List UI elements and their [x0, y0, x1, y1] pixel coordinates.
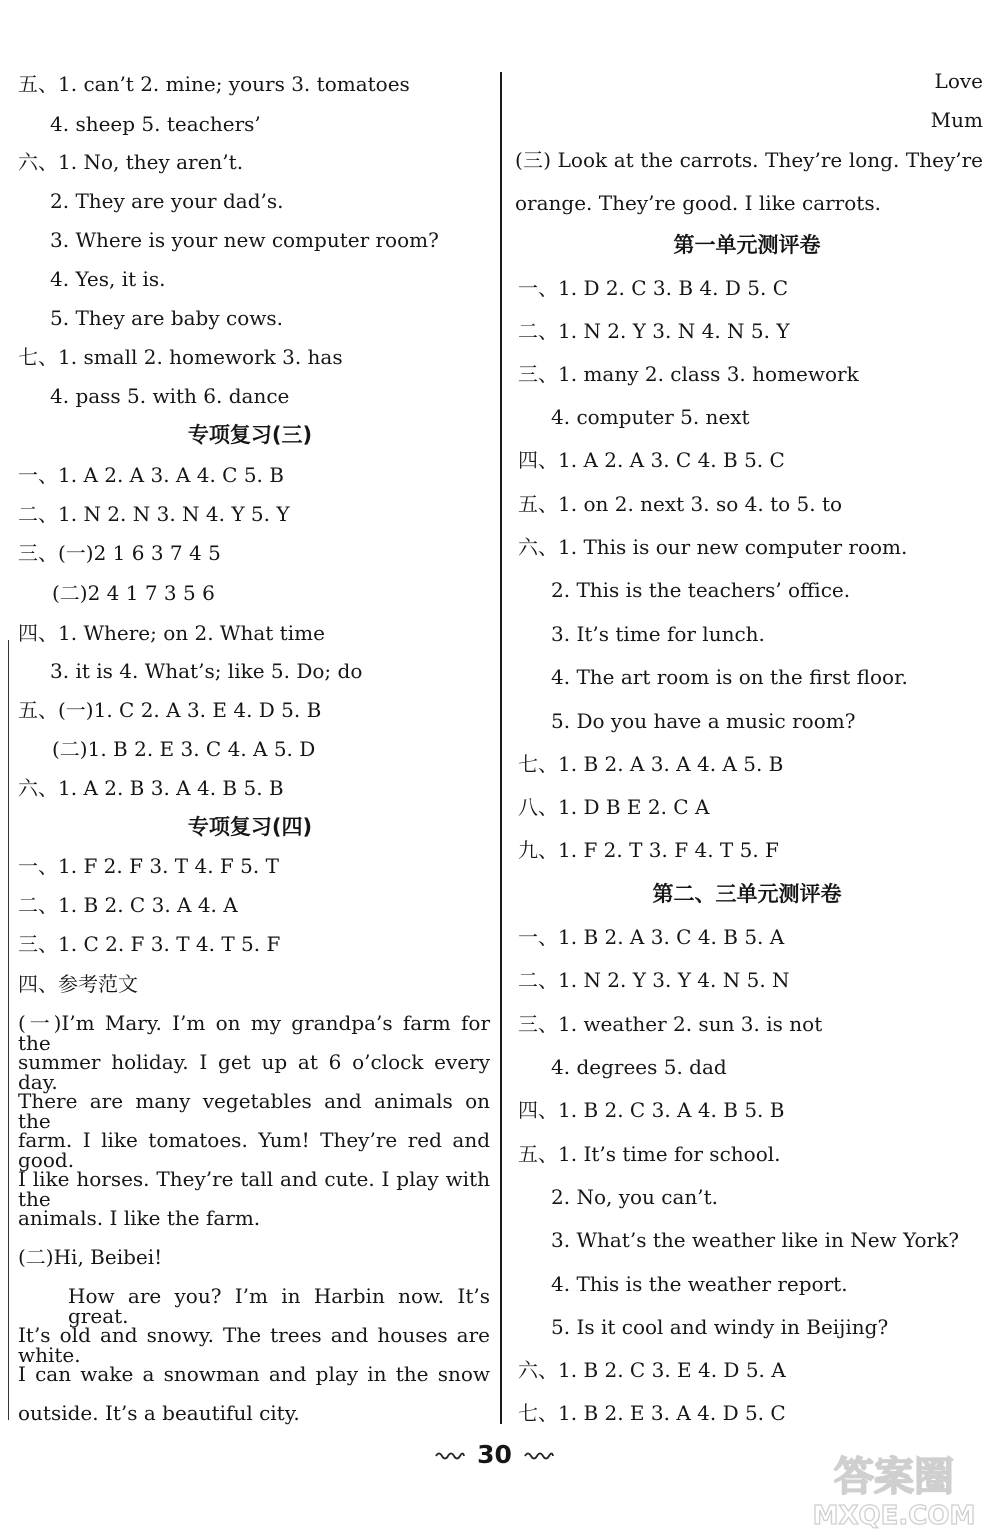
letter-signature: Mum: [930, 108, 983, 132]
answer-line: 一、1. B 2. A 3. C 4. B 5. A: [518, 925, 785, 949]
essay-line: (三) Look at the carrots. They’re long. They’re: [515, 148, 983, 172]
answer-line: 5. They are baby cows.: [50, 306, 283, 330]
answer-line: (二)2 4 1 7 3 5 6: [52, 581, 215, 605]
answer-line: 七、1. small 2. homework 3. has: [18, 345, 343, 369]
wave-ornament-icon: [524, 1450, 554, 1460]
answer-line: 六、1. B 2. C 3. E 4. D 5. A: [518, 1358, 786, 1382]
answer-line: 2. No, you can’t.: [551, 1185, 719, 1209]
answer-line: 5. Is it cool and windy in Beijing?: [551, 1315, 889, 1339]
essay-line: (二)Hi, Beibei!: [18, 1245, 163, 1269]
page-number: 30: [477, 1440, 512, 1469]
essay-line: I can wake a snowman and play in the snow: [18, 1362, 490, 1386]
answer-line: 4. Yes, it is.: [50, 267, 166, 291]
answer-line: 一、1. F 2. F 3. T 4. F 5. T: [18, 854, 279, 878]
answer-line: 4. This is the weather report.: [551, 1272, 848, 1296]
section-heading: 专项复习(四): [187, 815, 313, 839]
answer-line: 三、1. C 2. F 3. T 4. T 5. F: [18, 932, 281, 956]
watermark-logo: [808, 1446, 980, 1530]
answer-line: 2. They are your dad’s.: [50, 189, 284, 213]
answer-line: 二、1. N 2. N 3. N 4. Y 5. Y: [18, 502, 290, 526]
margin-rule: [8, 640, 9, 1420]
answer-line: 六、1. A 2. B 3. A 4. B 5. B: [18, 776, 284, 800]
essay-line: animals. I like the farm.: [18, 1206, 261, 1230]
answer-line: 4. degrees 5. dad: [551, 1055, 727, 1079]
column-divider: [500, 72, 502, 1424]
essay-line: (一)I’m Mary. I’m on my grandpa’s farm for the: [18, 1011, 490, 1055]
answer-line: 4. sheep 5. teachers’: [50, 112, 261, 136]
answer-line: 八、1. D B E 2. C A: [518, 795, 710, 819]
answer-line: 3. It’s time for lunch.: [551, 622, 765, 646]
answer-line: 七、1. B 2. E 3. A 4. D 5. C: [518, 1401, 786, 1425]
answer-line: 四、1. A 2. A 3. C 4. B 5. C: [518, 448, 785, 472]
answer-line: 六、1. No, they aren’t.: [18, 150, 244, 174]
essay-line: outside. It’s a beautiful city.: [18, 1401, 300, 1425]
answer-line: 七、1. B 2. A 3. A 4. A 5. B: [518, 752, 784, 776]
watermark-domain: MXQE.COM: [812, 1501, 976, 1530]
wave-ornament-icon: [435, 1450, 465, 1460]
section-heading: 专项复习(三): [187, 423, 313, 447]
answer-line: 2. This is the teachers’ office.: [551, 578, 851, 602]
answer-line: 3. Where is your new computer room?: [50, 228, 439, 252]
answer-line: 4. computer 5. next: [551, 405, 750, 429]
answer-line: 3. it is 4. What’s; like 5. Do; do: [50, 659, 363, 683]
answer-line: 九、1. F 2. T 3. F 4. T 5. F: [518, 838, 779, 862]
answer-line: 三、(一)2 1 6 3 7 4 5: [18, 541, 221, 565]
answer-line: 四、参考范文: [18, 972, 138, 996]
answer-line: 三、1. many 2. class 3. homework: [518, 362, 859, 386]
answer-line: 四、1. Where; on 2. What time: [18, 621, 325, 645]
essay-line: orange. They’re good. I like carrots.: [515, 191, 881, 215]
answer-line: (二)1. B 2. E 3. C 4. A 5. D: [52, 737, 316, 761]
answer-line: 五、1. on 2. next 3. so 4. to 5. to: [518, 492, 843, 516]
section-heading: 第二、三单元测评卷: [652, 882, 842, 906]
answer-line: 3. What’s the weather like in New York?: [551, 1228, 959, 1252]
answer-line: 4. pass 5. with 6. dance: [50, 384, 290, 408]
watermark-text: 答案圈: [834, 1454, 954, 1500]
essay-line: It’s old and snowy. The trees and houses are white.: [18, 1323, 490, 1367]
answer-line: 一、1. A 2. A 3. A 4. C 5. B: [18, 463, 284, 487]
answer-line: 二、1. N 2. Y 3. Y 4. N 5. N: [518, 968, 790, 992]
letter-closing: Love: [934, 69, 983, 93]
answer-line: 4. The art room is on the first floor.: [551, 665, 908, 689]
essay-line: summer holiday. I get up at 6 o’clock every day.: [18, 1050, 490, 1094]
essay-line: How are you? I’m in Harbin now. It’s great.: [68, 1284, 490, 1328]
answer-line: 四、1. B 2. C 3. A 4. B 5. B: [518, 1098, 785, 1122]
answer-line: 五、1. can’t 2. mine; yours 3. tomatoes: [18, 72, 410, 96]
section-heading: 第一单元测评卷: [673, 233, 821, 257]
answer-line: 5. Do you have a music room?: [551, 709, 856, 733]
essay-line: I like horses. They’re tall and cute. I play with the: [18, 1167, 490, 1211]
answer-line: 三、1. weather 2. sun 3. is not: [518, 1012, 823, 1036]
answer-line: 五、1. It’s time for school.: [518, 1142, 781, 1166]
answer-line: 二、1. N 2. Y 3. N 4. N 5. Y: [518, 319, 790, 343]
answer-line: 六、1. This is our new computer room.: [518, 535, 908, 559]
answer-line: 二、1. B 2. C 3. A 4. A: [18, 893, 238, 917]
answer-line: 五、(一)1. C 2. A 3. E 4. D 5. B: [18, 698, 322, 722]
essay-line: farm. I like tomatoes. Yum! They’re red and good.: [18, 1128, 490, 1172]
answer-line: 一、1. D 2. C 3. B 4. D 5. C: [518, 276, 788, 300]
essay-line: There are many vegetables and animals on the: [18, 1089, 490, 1133]
